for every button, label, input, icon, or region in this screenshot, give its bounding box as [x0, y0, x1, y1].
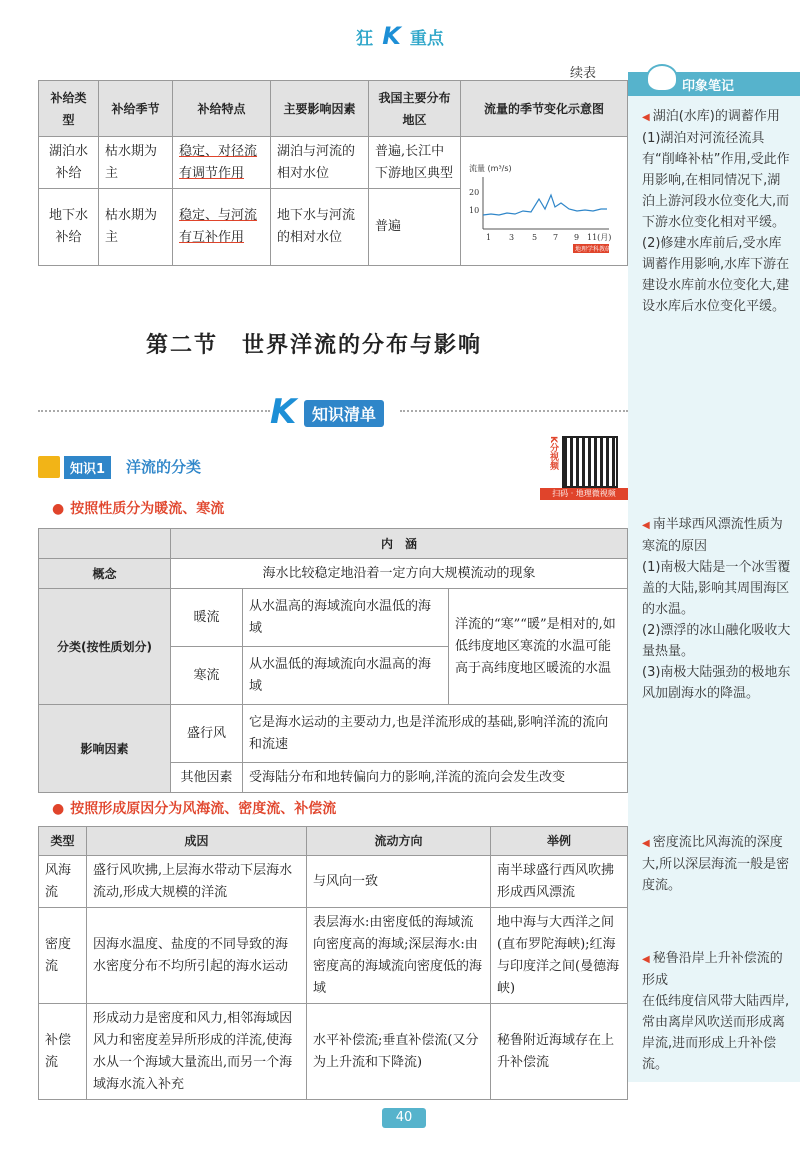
notes-header	[628, 72, 800, 96]
th-season: 补给季节	[99, 81, 173, 137]
xtick: 7	[553, 233, 559, 242]
knowledge-banner-label: 知识清单	[304, 400, 384, 427]
xtick: 1	[486, 233, 492, 242]
th-factor: 主要影响因素	[271, 81, 369, 137]
note-lake	[642, 106, 792, 317]
note-west-wind-drift	[642, 514, 792, 704]
subheading-cause: ● 按照形成原因分为风海流、密度流、补偿流	[52, 798, 336, 818]
th-region: 我国主要分布地区	[369, 81, 461, 137]
note-peru-upwelling	[642, 948, 792, 1075]
notes-sidebar	[628, 72, 800, 1082]
divider-left	[38, 410, 270, 412]
note-title: ◀ 密度流比风海流的深度大,所以深层海流一般是密度流。	[642, 832, 792, 896]
xtick: 5	[532, 233, 538, 242]
header-right: 重点	[409, 29, 444, 49]
watermark-text: 地理学科教研	[575, 246, 611, 253]
table-row	[39, 137, 628, 189]
xtick: 11(月)	[587, 233, 611, 242]
cell: 湖泊水补给	[39, 137, 99, 189]
qr-caption: 扫码 · 地理微视频	[540, 488, 628, 500]
xtick: 3	[509, 233, 515, 242]
th-example: 举例	[491, 827, 628, 856]
chart-ylabel: 流量 (m³/s)	[469, 164, 512, 173]
continued-label: 续表	[570, 66, 597, 81]
knowledge-tag: 知识1	[64, 456, 111, 479]
note-body: (1)南极大陆是一个冰雪覆盖的大陆,影响其周围海区的水温。 (2)漂浮的冰山融化吸收大量热量。 (3)南极大陆强劲的极地东风加剧海水的降温。	[642, 560, 791, 701]
cell: 密度流	[39, 908, 87, 1004]
cell: 枯水期为主	[99, 189, 173, 266]
subheading-nature: ● 按照性质分为暖流、寒流	[52, 498, 224, 518]
cell: 秘鲁附近海域存在上升补偿流	[491, 1004, 628, 1100]
factor-label: 影响因素	[39, 705, 171, 793]
cell: 普遍,长江中下游地区典型	[369, 137, 461, 189]
page-number: 40	[382, 1108, 426, 1128]
cell: 稳定、与河流有互补作用	[173, 189, 271, 266]
cell: 补偿流	[39, 1004, 87, 1100]
th-type: 类型	[39, 827, 87, 856]
cell: 地下水补给	[39, 189, 99, 266]
ytick: 20	[469, 188, 480, 197]
corner-cell	[39, 529, 171, 559]
header-left: 狂	[356, 29, 374, 49]
other-desc: 受海陆分布和地转偏向力的影响,洋流的流向会发生改变	[243, 763, 628, 793]
cell: 水平补偿流;垂直补偿流(又分为上升流和下降流)	[307, 1004, 491, 1100]
cell: 风海流	[39, 856, 87, 908]
note-density-current	[642, 832, 792, 896]
knowledge-name: 洋流的分类	[126, 458, 202, 476]
note-title: ◀ 湖泊(水库)的调蓄作用	[642, 106, 792, 128]
cell: 地下水与河流的相对水位	[271, 189, 369, 266]
th-type: 补给类型	[39, 81, 99, 137]
table-row	[39, 1004, 628, 1100]
cell: 表层海水:由密度低的海域流向密度高的海域;深层海水:由密度高的海域流向密度低的海域	[307, 908, 491, 1004]
notes-title: 印象笔记	[682, 79, 735, 94]
cold-label: 寒流	[171, 647, 243, 705]
cell: 普遍	[369, 189, 461, 266]
table-row	[39, 856, 628, 908]
th-chart: 流量的季节变化示意图	[461, 81, 628, 137]
other-label: 其他因素	[171, 763, 243, 793]
divider-right	[400, 410, 628, 412]
cell: 与风向一致	[307, 856, 491, 908]
warm-desc: 从水温高的海域流向水温低的海域	[243, 589, 449, 647]
cell: 形成动力是密度和风力,相邻海域因风力和密度差异所形成的洋流,使海水从一个海域大量流出,而另一个海域海水流入补充	[87, 1004, 307, 1100]
qr-side-label: K分视频	[548, 436, 558, 470]
note-body: (1)湖泊对河流径流具有“削峰补枯”作用,受此作用影响,在相同情况下,湖泊上游河段水位变化大,而下游水位变化相对平缓。 (2)修建水库前后,受水库调蓄作用影响,水库下游在建设水库前水位变化大,建设水库后水位变化平缓。	[642, 131, 790, 314]
concept-label: 概念	[39, 559, 171, 589]
note-title: ◀ 南半球西风漂流性质为寒流的原因	[642, 514, 792, 557]
class-label: 分类(按性质划分)	[39, 589, 171, 705]
note-body: 在低纬度信风带大陆西岸,常由离岸风吹送而形成离岸流,进而形成上升补偿流。	[642, 994, 790, 1072]
wind-desc: 它是海水运动的主要动力,也是洋流形成的基础,影响洋流的流向和流速	[243, 705, 628, 763]
cell: 因海水温度、盐度的不同导致的海水密度分布不均所引起的海水运动	[87, 908, 307, 1004]
ytick: 10	[469, 206, 480, 215]
th-direction: 流动方向	[307, 827, 491, 856]
cell: 地中海与大西洋之间(直布罗陀海峡);红海与印度洋之间(曼德海峡)	[491, 908, 628, 1004]
th-cause: 成因	[87, 827, 307, 856]
cell: 盛行风吹拂,上层海水带动下层海水流动,形成大规模的洋流	[87, 856, 307, 908]
xtick: 9	[574, 233, 580, 242]
knowledge-banner	[270, 392, 400, 432]
cell: 湖泊与河流的相对水位	[271, 137, 369, 189]
cell: 南半球盛行西风吹拂形成西风漂流	[491, 856, 628, 908]
table-row	[39, 908, 628, 1004]
cold-desc: 从水温低的海域流向水温高的海域	[243, 647, 449, 705]
classification-table	[38, 528, 628, 793]
elephant-icon	[646, 64, 678, 92]
th-content: 内 涵	[171, 529, 628, 559]
cell: 枯水期为主	[99, 137, 173, 189]
section-title: 第二节 世界洋流的分布与影响	[145, 332, 482, 358]
qr-icon	[562, 436, 618, 488]
concept-text: 海水比较稳定地沿着一定方向大规模流动的现象	[171, 559, 628, 589]
book-icon	[38, 456, 60, 478]
k-logo-icon: K	[382, 22, 401, 50]
k-logo-icon: K	[270, 392, 297, 432]
supply-table	[38, 80, 628, 266]
cell: 稳定、对径流有调节作用	[173, 137, 271, 189]
warm-label: 暖流	[171, 589, 243, 647]
wind-label: 盛行风	[171, 705, 243, 763]
flow-line	[483, 195, 607, 215]
formation-table	[38, 826, 628, 1100]
flow-chart	[461, 137, 611, 257]
page-header	[0, 22, 800, 50]
flow-chart-cell	[461, 137, 628, 266]
qr-code[interactable]	[540, 436, 628, 498]
relative-note: 洋流的“寒”“暖”是相对的,如低纬度地区寒流的水温可能高于高纬度地区暖流的水温	[449, 589, 628, 705]
note-title: ◀ 秘鲁沿岸上升补偿流的形成	[642, 948, 792, 991]
th-feature: 补给特点	[173, 81, 271, 137]
